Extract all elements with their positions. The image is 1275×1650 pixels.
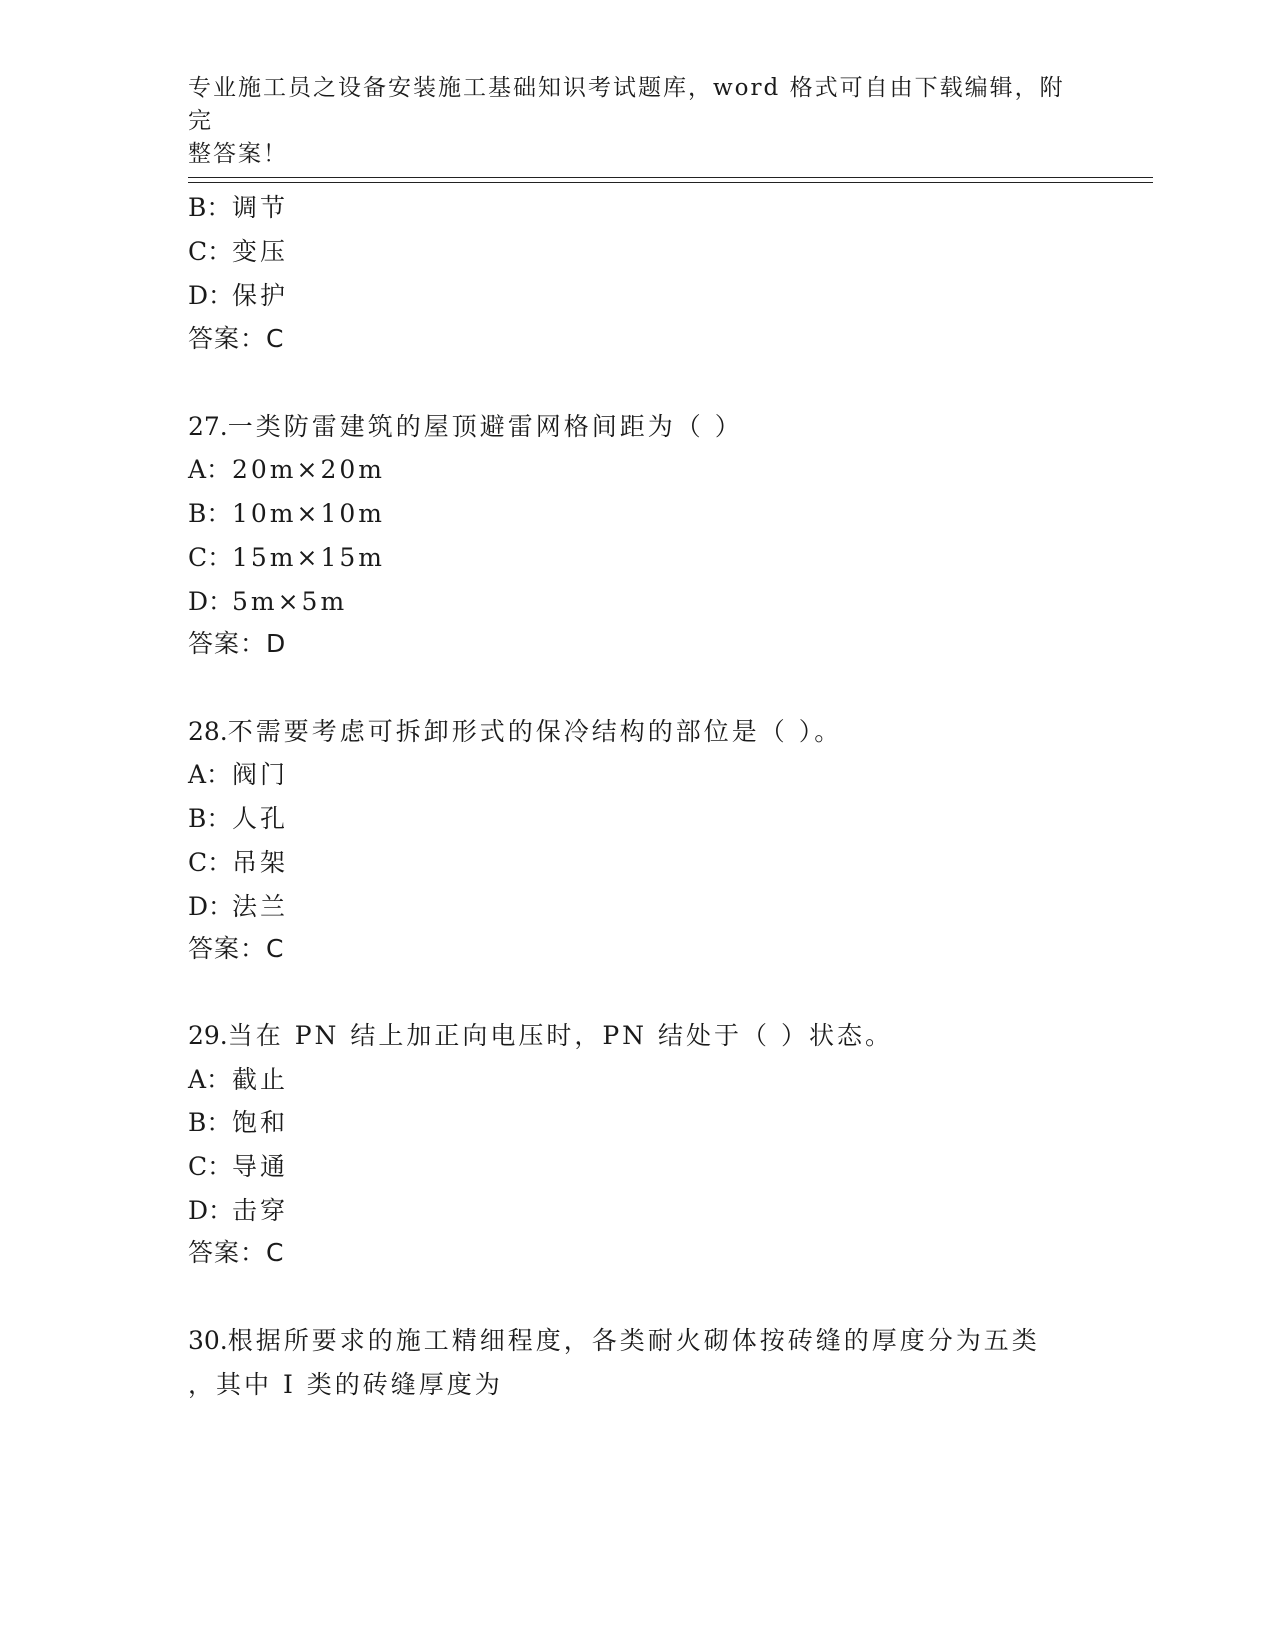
question-number: 28.	[188, 717, 228, 746]
option-a: A：阀门	[188, 760, 289, 789]
option-a: A：20m×20m	[188, 455, 385, 484]
question-number: 29.	[188, 1021, 228, 1050]
option-text: 饱和	[232, 1108, 289, 1137]
option-text: 人孔	[232, 804, 289, 833]
option-c: C：导通	[188, 1152, 289, 1181]
option-text: 击穿	[232, 1196, 289, 1225]
question-number: 30.	[188, 1326, 228, 1355]
answer-line: 答案：C	[188, 934, 285, 963]
answer-line: 答案：C	[188, 324, 285, 353]
option-text: 15m×15m	[232, 543, 385, 572]
header-line-2: 整答案！	[188, 141, 288, 167]
option-text: 阀门	[232, 760, 289, 789]
option-c: C：变压	[188, 237, 289, 266]
option-b: B：饱和	[188, 1108, 289, 1137]
option-d: D：5m×5m	[188, 587, 348, 616]
option-text: 20m×20m	[232, 455, 385, 484]
option-text: 10m×10m	[232, 499, 385, 528]
option-text: 吊架	[232, 848, 289, 877]
option-c: C：15m×15m	[188, 543, 385, 572]
option-d: D：保护	[188, 281, 289, 310]
option-d: D：击穿	[188, 1196, 289, 1225]
question-text: 不需要考虑可拆卸形式的保冷结构的部位是（ ）。	[227, 717, 843, 746]
question-27	[188, 412, 743, 442]
header-divider-top	[188, 177, 1153, 178]
option-d: D：法兰	[188, 892, 289, 921]
option-text: 变压	[232, 237, 289, 266]
option-text: 调节	[232, 193, 289, 222]
option-text: 保护	[232, 281, 289, 310]
question-29	[188, 1021, 893, 1051]
answer-line: 答案：D	[188, 629, 287, 658]
question-number: 27.	[188, 412, 228, 441]
option-b: B：调节	[188, 193, 289, 222]
option-c: C：吊架	[188, 848, 289, 877]
header-divider-bottom	[188, 182, 1153, 183]
answer-line: 答案：C	[188, 1238, 285, 1267]
option-text: 法兰	[232, 892, 289, 921]
question-text: 根据所要求的施工精细程度，各类耐火砌体按砖缝的厚度分为五类	[227, 1326, 1040, 1355]
option-text: 5m×5m	[232, 587, 348, 616]
header-line-1: 专业施工员之设备安装施工基础知识考试题库，word 格式可自由下载编辑，附完	[188, 75, 1065, 134]
question-text: 一类防雷建筑的屋顶避雷网格间距为（ ）	[227, 412, 743, 441]
question-30-continuation: ，其中 I 类的砖缝厚度为	[188, 1370, 503, 1399]
option-text: 导通	[232, 1152, 289, 1181]
question-text: 当在 PN 结上加正向电压时，PN 结处于（ ）状态。	[227, 1021, 893, 1050]
option-text: 截止	[232, 1065, 289, 1094]
question-30	[188, 1326, 1040, 1356]
option-b: B：人孔	[188, 804, 289, 833]
option-b: B：10m×10m	[188, 499, 385, 528]
document-header	[188, 72, 1068, 171]
question-28	[188, 717, 842, 747]
option-a: A：截止	[188, 1065, 289, 1094]
